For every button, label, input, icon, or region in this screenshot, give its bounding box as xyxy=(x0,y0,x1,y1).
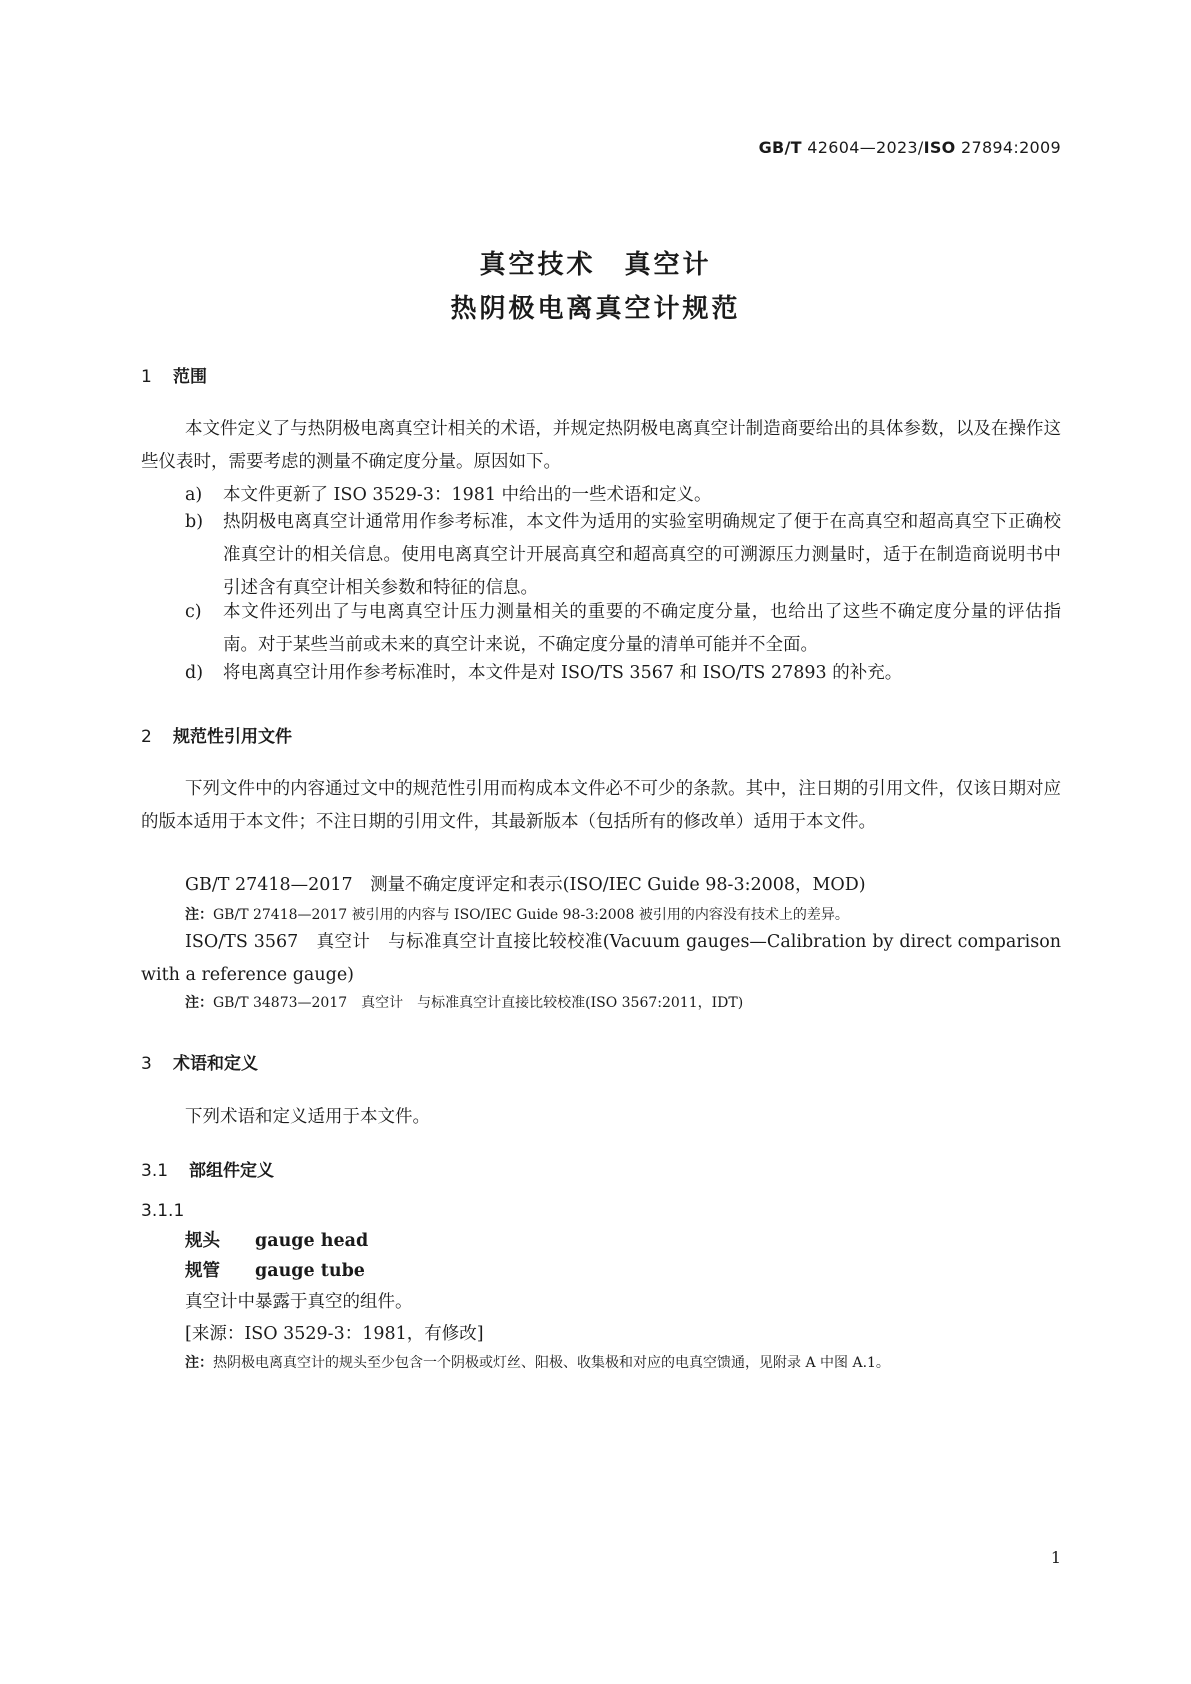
scope-intro: 本文件定义了与热阴极电离真空计相关的术语，并规定热阴极电离真空计制造商要给出的具体参数，以及在操作这些仪表时，需要考虑的测量不确定度分量。原因如下。 xyxy=(141,419,1061,472)
term-note: 注：热阴极电离真空计的规头至少包含一个阴极或灯丝、阳极、收集极和对应的电真空馈通，见附录 A 中图 A.1。 xyxy=(185,1355,890,1371)
term-definition: 真空计中暴露于真空的组件。 xyxy=(185,1292,413,1312)
section-heading-scope: 1 范围 xyxy=(141,367,207,387)
normative-ref-1: GB/T 27418—2017 测量不确定度评定和表示(ISO/IEC Guide 98-3:2008，MOD) xyxy=(185,875,866,895)
title-line-2: 热阴极电离真空计规范 xyxy=(450,294,741,324)
title-line-1: 真空技术 真空计 xyxy=(479,250,712,280)
entry-number: 3.1.1 xyxy=(141,1201,185,1221)
normative-note-1: 注：GB/T 27418—2017 被引用的内容与 ISO/IEC Guide 98-3:2008 被引用的内容没有技术上的差异。 xyxy=(185,907,849,923)
term-source: [来源：ISO 3529-3：1981，有修改] xyxy=(185,1324,484,1344)
normative-note-2: 注：GB/T 34873—2017 真空计 与标准真空计直接比较校准(ISO 3567:2011，IDT) xyxy=(185,995,744,1011)
normative-ref-2: ISO/TS 3567 真空计 与标准真空计直接比较校准(Vacuum gauges—Calibration by direct comparison with a reference gauge) xyxy=(141,932,1061,985)
section-heading-normative: 2 规范性引用文件 xyxy=(141,727,292,747)
scope-item-a: a) 本文件更新了 ISO 3529-3：1981 中给出的一些术语和定义。 xyxy=(185,485,712,505)
scope-item-c: c) 本文件还列出了与电离真空计压力测量相关的重要的不确定度分量，也给出了这些不确定度分量的评估指南。对于某些当前或未来的真空计来说，不确定度分量的清单可能并不全面。 xyxy=(185,602,1061,655)
term-gauge-head: 规头 gauge head xyxy=(185,1231,369,1251)
standard-code: GB/T 42604—2023/ISO 27894:2009 xyxy=(758,138,1061,157)
subsection-heading-components: 3.1 部组件定义 xyxy=(141,1161,274,1181)
term-gauge-tube: 规管 gauge tube xyxy=(185,1261,365,1281)
scope-item-d: d) 将电离真空计用作参考标准时，本文件是对 ISO/TS 3567 和 ISO/TS 27893 的补充。 xyxy=(185,663,903,683)
normative-intro: 下列文件中的内容通过文中的规范性引用而构成本文件必不可少的条款。其中，注日期的引用文件，仅该日期对应的版本适用于本文件；不注日期的引用文件，其最新版本（包括所有的修改单）适用于本文件。 xyxy=(141,779,1061,832)
page-number: 1 xyxy=(1050,1548,1061,1567)
terms-intro: 下列术语和定义适用于本文件。 xyxy=(185,1107,430,1127)
section-heading-terms: 3 术语和定义 xyxy=(141,1054,258,1074)
scope-item-b: b) 热阴极电离真空计通常用作参考标准，本文件为适用的实验室明确规定了便于在高真空和超高真空下正确校准真空计的相关信息。使用电离真空计开展高真空和超高真空的可溯源压力测量时，适于在制造商说明书中引述含有真空计相关参数和特征的信息。 xyxy=(185,512,1061,598)
